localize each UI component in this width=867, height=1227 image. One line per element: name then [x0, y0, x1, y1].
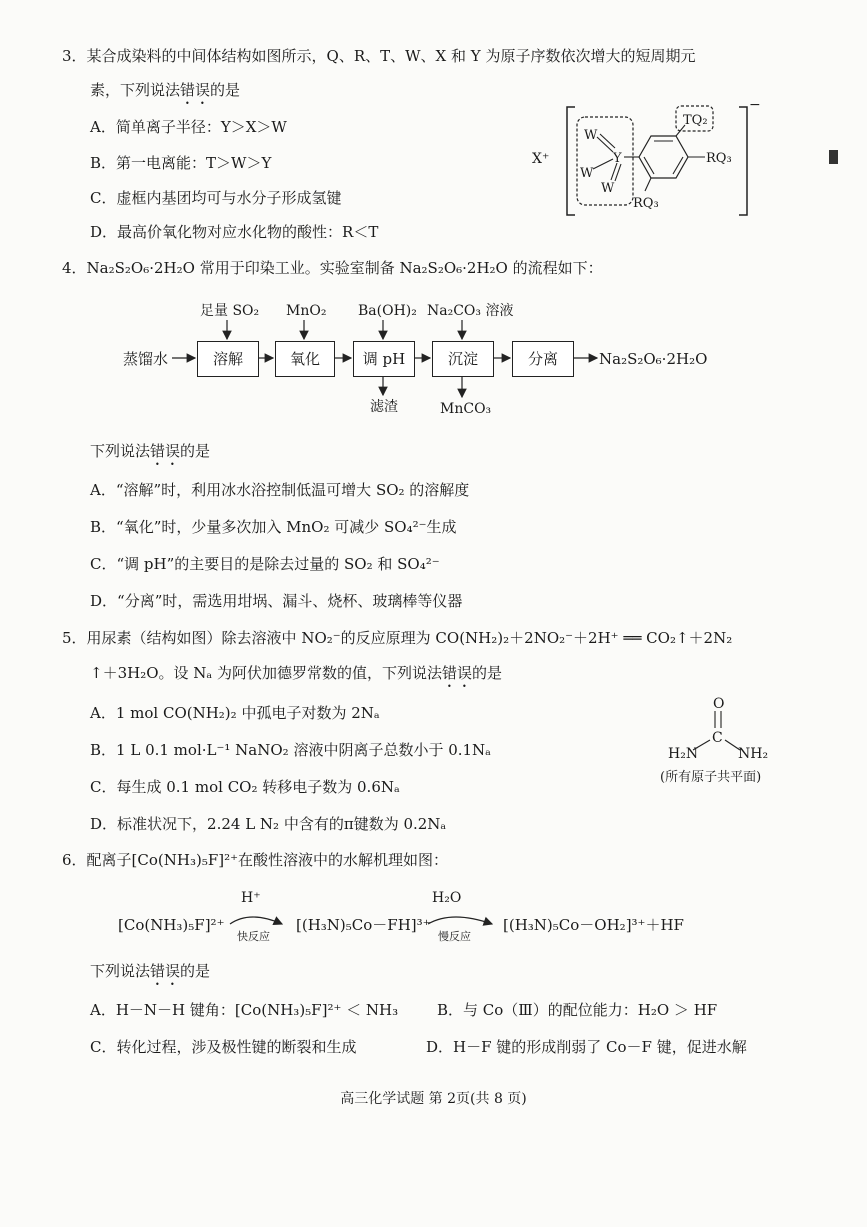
flow-step-oxidize: 氧化 — [275, 341, 335, 377]
q5-stem-line2 — [90, 663, 502, 691]
q3-stem-line1: 3．某合成染料的中间体结构如图所示，Q、R、T、W、X 和 Y 为原子序数依次增大的短周期元 — [62, 47, 696, 65]
q3-emphasis: 错误 — [180, 81, 211, 99]
y-atom: Y — [613, 151, 622, 166]
flow-step-precipitate: 沉淀 — [432, 341, 494, 377]
q4-option-a: A．“溶解”时，利用冰水浴控制低温可增大 SO₂ 的溶解度 — [90, 481, 470, 499]
q5-emphasis: 错误 — [441, 664, 472, 682]
q6-option-b: B．与 Co（Ⅲ）的配位能力：H₂O ＞ HF — [437, 1001, 718, 1019]
flow-step-dissolve: 溶解 — [197, 341, 259, 377]
q6-emphasis: 错误 — [150, 962, 181, 980]
q4-stem-tail: 的是 — [180, 442, 211, 460]
urea-nh2-right: NH₂ — [738, 746, 769, 762]
flow-step-separate: 分离 — [512, 341, 574, 377]
q4-stem: 4．Na₂S₂O₆·2H₂O 常用于印染工业。实验室制备 Na₂S₂O₆·2H₂O 的流程如下： — [62, 259, 603, 277]
rq3-group-right: RQ₃ — [706, 151, 732, 166]
rq3-group-bottom: RQ₃ — [633, 196, 659, 211]
cation-label: X⁺ — [532, 151, 550, 167]
mechanism-intermediate: [(H₃N)₅Co－FH]³⁺ — [296, 916, 431, 934]
mechanism-reagent-h: H⁺ — [241, 890, 261, 906]
q4-stem-text: 下列说法 — [90, 442, 151, 460]
q5-option-d: D．标准状况下，2.24 L N₂ 中含有的π键数为 0.2Nₐ — [90, 815, 447, 833]
mechanism-step1-label: 快反应 — [237, 930, 270, 943]
q3-option-a: A．简单离子半径：Y＞X＞W — [90, 118, 287, 136]
page-footer: 高三化学试题 第 2页(共 8 页) — [340, 1091, 527, 1107]
flow-input-mno2: MnO₂ — [286, 303, 327, 319]
w-atom-top: W — [584, 128, 598, 143]
q6-option-d: D．H－F 键的形成削弱了 Co－F 键，促进水解 — [426, 1038, 747, 1056]
q4-stem-line2 — [90, 441, 210, 469]
q3-stem-text: 素，下列说法 — [90, 81, 181, 99]
flow-output-residue: 滤渣 — [370, 399, 398, 415]
flow-output-mnco3: MnCO₃ — [440, 401, 492, 417]
q6-option-c: C．转化过程，涉及极性键的断裂和生成 — [90, 1038, 357, 1056]
w-atom-left: W — [580, 166, 594, 181]
mechanism-product: [(H₃N)₅Co－OH₂]³⁺＋HF — [503, 916, 684, 934]
q4-option-c: C．“调 pH”的主要目的是除去过量的 SO₂ 和 SO₄²⁻ — [90, 555, 440, 573]
q3-stem-tail: 的是 — [210, 81, 241, 99]
flow-input-so2: 足量 SO₂ — [200, 303, 260, 319]
q6-stem-text: 下列说法 — [90, 962, 151, 980]
flow-product: Na₂S₂O₆·2H₂O — [599, 350, 708, 368]
q3-option-b: B．第一电离能：T＞W＞Y — [90, 154, 272, 172]
q3-option-c: C．虚框内基团均可与水分子形成氢键 — [90, 189, 342, 207]
q5-option-b: B．1 L 0.1 mol·L⁻¹ NaNO₂ 溶液中阴离子总数小于 0.1Nₐ — [90, 741, 491, 759]
q6-stem-tail: 的是 — [180, 962, 211, 980]
q6-stem: 6．配离子[Co(NH₃)₅F]²⁺在酸性溶液中的水解机理如图： — [62, 851, 449, 869]
q6-mechanism — [110, 882, 710, 944]
w-atom-bottom: W — [601, 181, 615, 196]
q4-emphasis: 错误 — [150, 442, 181, 460]
flow-input-na2co3: Na₂CO₃ 溶液 — [427, 303, 514, 319]
urea-structure — [660, 690, 790, 790]
q5-option-a: A．1 mol CO(NH₂)₂ 中孤电子对数为 2Nₐ — [90, 704, 380, 722]
flow-start: 蒸馏水 — [123, 350, 169, 368]
mechanism-reactant: [Co(NH₃)₅F]²⁺ — [118, 916, 225, 934]
urea-carbon: C — [712, 730, 723, 746]
tq2-group: TQ₂ — [683, 113, 708, 128]
q4-option-d: D．“分离”时，需选用坩埚、漏斗、烧杯、玻璃棒等仪器 — [90, 592, 463, 610]
urea-caption: (所有原子共平面) — [660, 770, 762, 785]
q6-stem-line2 — [90, 961, 210, 989]
q5-stem-line1: 5．用尿素（结构如图）除去溶液中 NO₂⁻的反应原理为 CO(NH₂)₂＋2NO₂⁻＋2H⁺ ══ CO₂↑＋2N₂ — [62, 629, 733, 647]
urea-nh2-left: H₂N — [668, 746, 699, 762]
flow-input-baoh2: Ba(OH)₂ — [358, 303, 417, 319]
urea-oxygen: O — [713, 696, 725, 712]
flow-arrows — [0, 0, 867, 450]
q3-option-d: D．最高价氧化物对应水化物的酸性：R＜T — [90, 223, 379, 241]
mechanism-reagent-water: H₂O — [432, 890, 462, 906]
flow-step-adjust-ph: 调 pH — [353, 341, 415, 377]
mechanism-step2-label: 慢反应 — [438, 930, 471, 943]
q5-stem-tail: 的是 — [471, 664, 502, 682]
q5-option-c: C．每生成 0.1 mol CO₂ 转移电子数为 0.6Nₐ — [90, 778, 400, 796]
q6-option-a: A．H－N－H 键角：[Co(NH₃)₅F]²⁺ ＜ NH₃ — [90, 1001, 399, 1019]
anion-charge: − — [749, 97, 761, 113]
q5-stem-text: ↑＋3H₂O。设 Nₐ 为阿伏加德罗常数的值，下列说法 — [90, 664, 442, 682]
q4-option-b: B．“氧化”时，少量多次加入 MnO₂ 可减少 SO₄²⁻生成 — [90, 518, 457, 536]
